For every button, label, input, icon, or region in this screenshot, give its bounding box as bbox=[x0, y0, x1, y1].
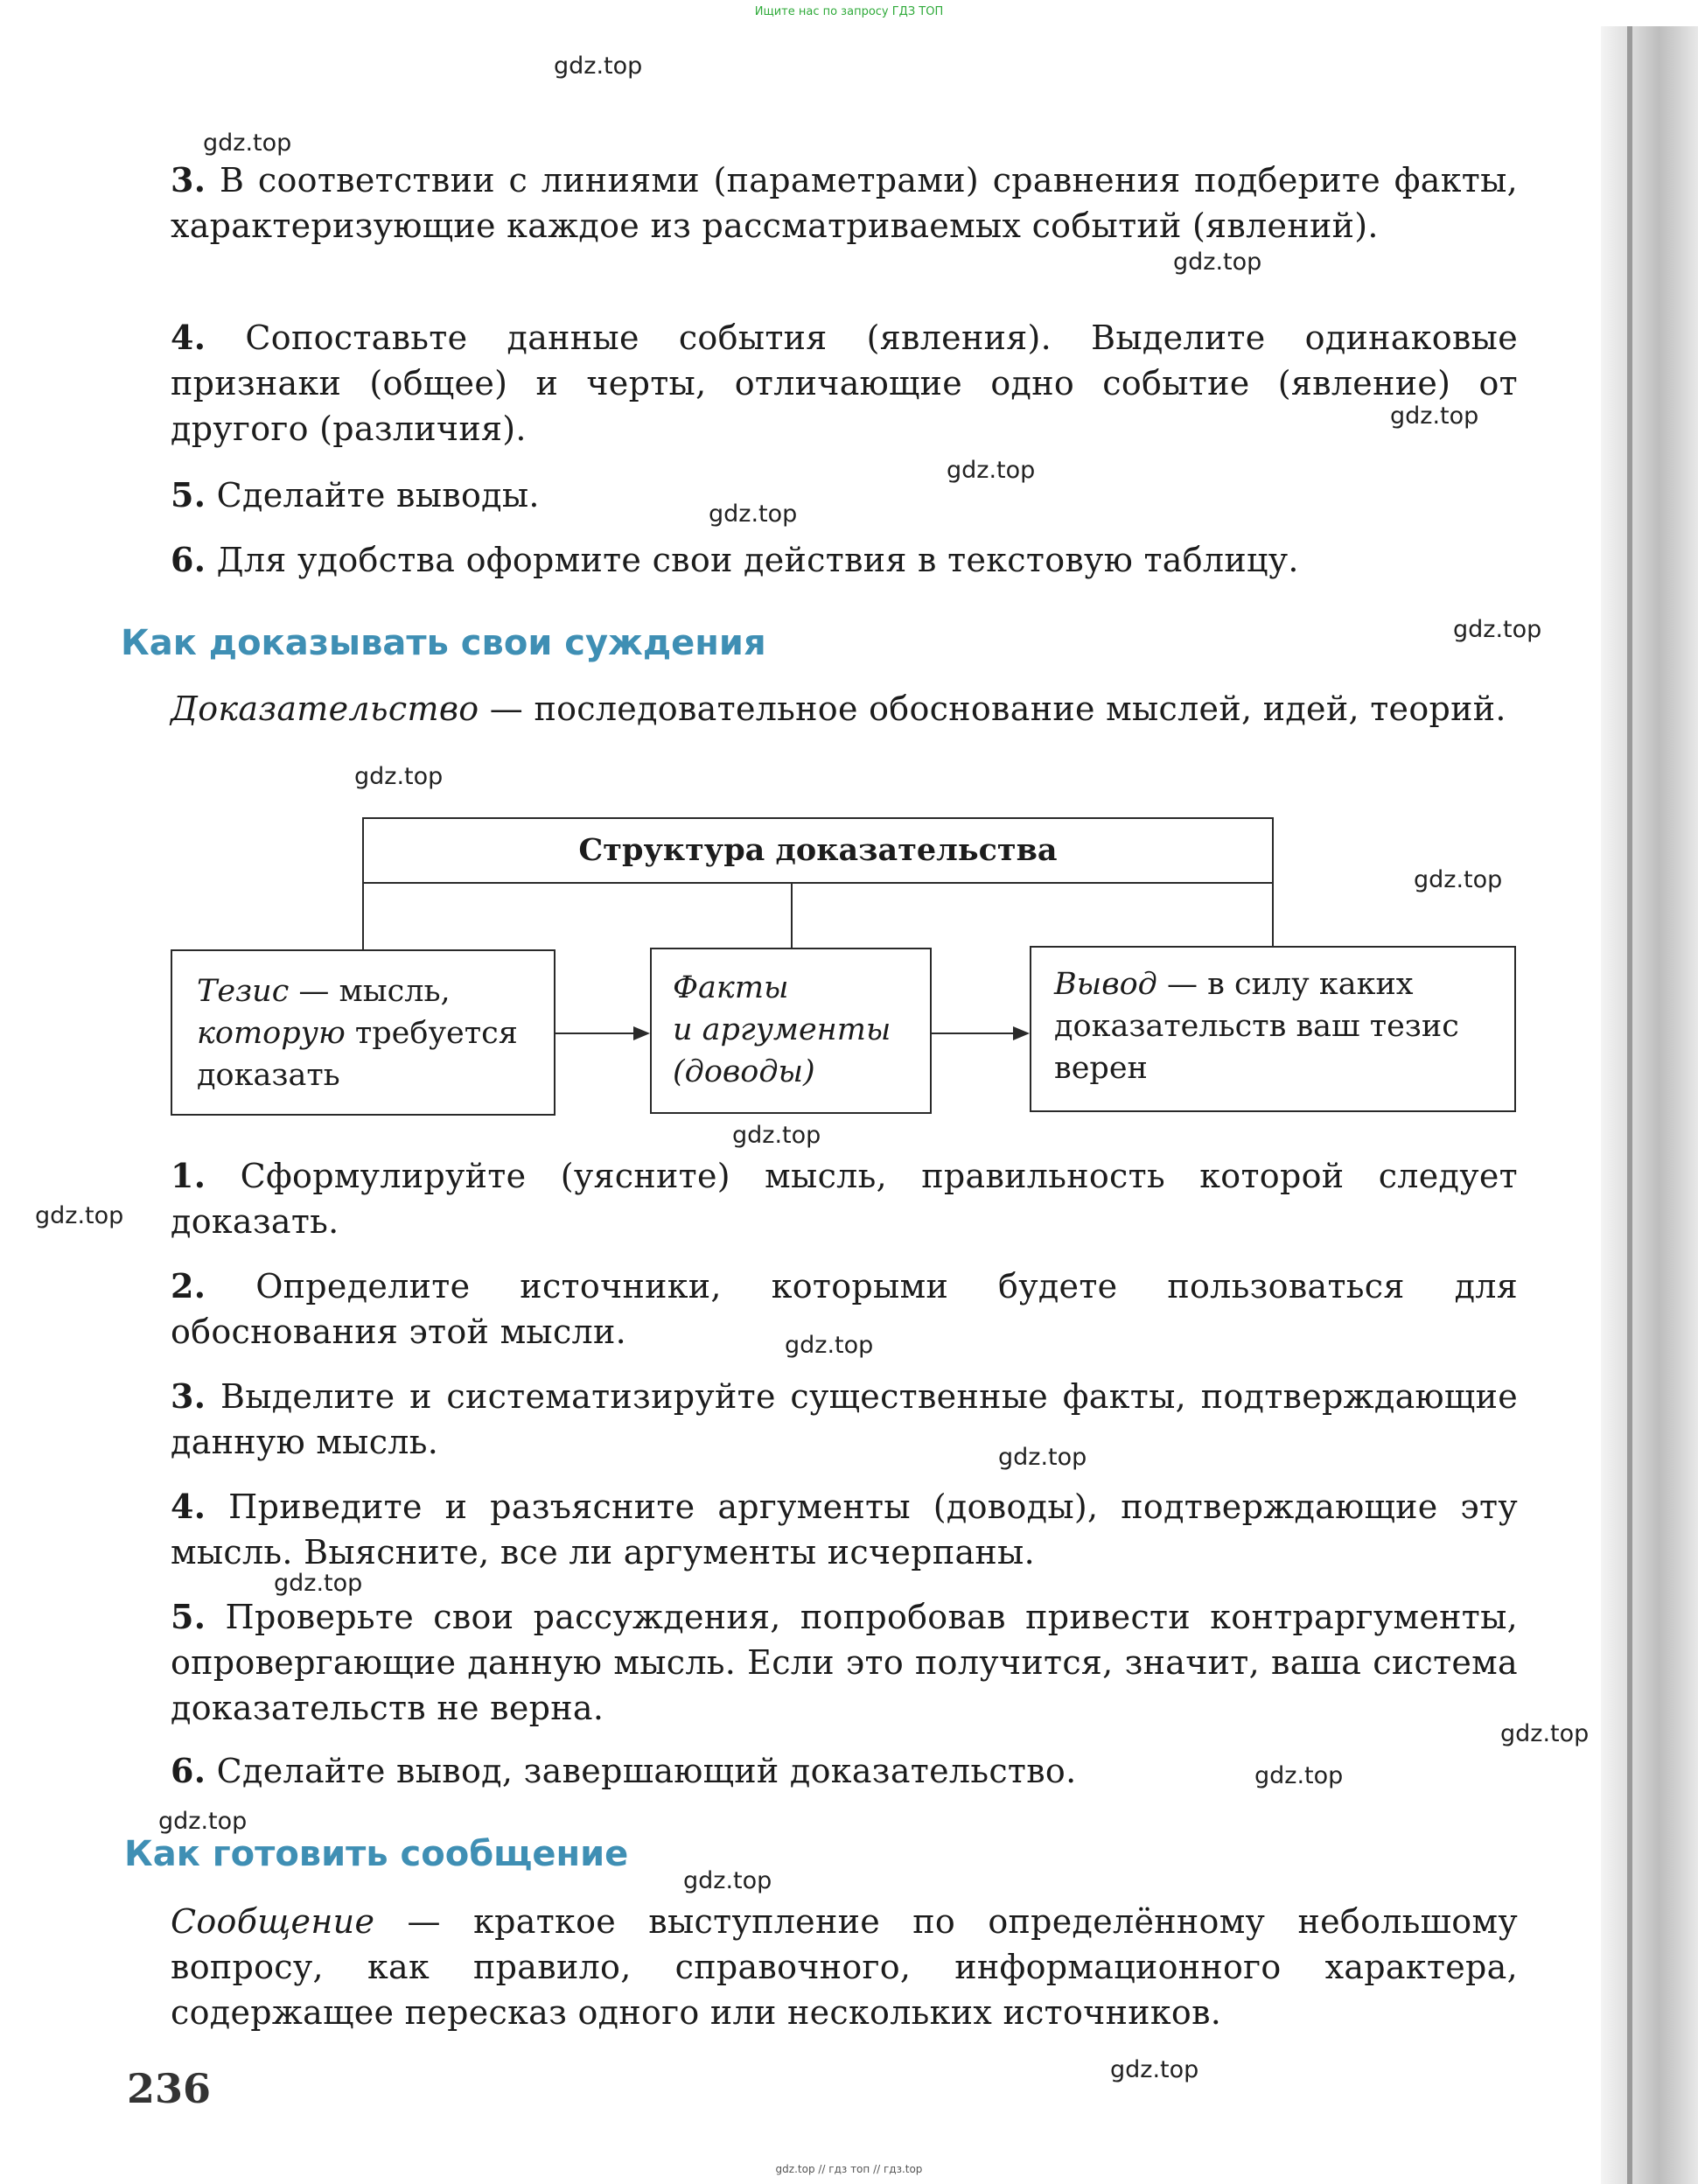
step-number: 1. bbox=[171, 1156, 206, 1195]
watermark: gdz.top bbox=[1390, 402, 1479, 430]
definition-term: Сообщение bbox=[171, 1902, 375, 1941]
watermark: gdz.top bbox=[158, 1808, 248, 1835]
top-banner: Ищите нас по запросу ГДЗ ТОП bbox=[754, 5, 944, 18]
step-text: Выделите и систематизируйте существенные факты, подтверждающие данную мысль. bbox=[171, 1377, 1518, 1461]
definition-term: Доказательство bbox=[171, 690, 479, 728]
watermark: gdz.top bbox=[35, 1202, 124, 1229]
thesis-dash: — мысль, bbox=[289, 974, 451, 1009]
thesis-box bbox=[171, 949, 556, 1116]
watermark: gdz.top bbox=[947, 457, 1036, 484]
watermark: gdz.top bbox=[203, 130, 292, 157]
watermark: gdz.top bbox=[1173, 248, 1262, 276]
watermark: gdz.top bbox=[354, 763, 444, 790]
diagram-title: Структура доказательства bbox=[439, 826, 1197, 875]
step-number: 2. bbox=[171, 1266, 206, 1306]
step-text: В соответствии с линиями (параметрами) сравнения подберите факты, характеризующие каждое из рассматриваемых событий (явлений). bbox=[171, 161, 1518, 245]
proof-step bbox=[171, 1374, 1518, 1465]
proof-step bbox=[171, 1748, 1518, 1794]
step-text: Сформулируйте (уясните) мысль, правильность которой следует доказать. bbox=[171, 1157, 1518, 1241]
conclusion-line: — в силу каких bbox=[1156, 967, 1414, 1002]
watermark: gdz.top bbox=[1110, 2056, 1199, 2083]
comparison-step bbox=[171, 472, 1518, 518]
facts-line: (доводы) bbox=[673, 1054, 815, 1089]
step-number: 3. bbox=[171, 160, 206, 200]
watermark: gdz.top bbox=[683, 1867, 772, 1894]
watermark: gdz.top bbox=[1414, 866, 1503, 893]
thesis-last: доказать bbox=[197, 1058, 340, 1093]
step-text: Для удобства оформите свои действия в текстовую таблицу. bbox=[216, 541, 1299, 579]
definition-text: — краткое выступление по определённому небольшому вопросу, как правило, справочного, информационного характера, содержащее пересказ одного или нескольких источников. bbox=[171, 1902, 1518, 2032]
conclusion-line: верен bbox=[1054, 1051, 1148, 1086]
watermark: gdz.top bbox=[1453, 616, 1542, 643]
bottom-banner: gdz.top // гдз топ // гдз.top bbox=[775, 2163, 923, 2175]
watermark: gdz.top bbox=[732, 1122, 821, 1149]
watermark: gdz.top bbox=[1254, 1762, 1344, 1789]
watermark: gdz.top bbox=[274, 1570, 363, 1597]
watermark: gdz.top bbox=[1500, 1720, 1590, 1747]
section-heading-message: Как готовить сообщение bbox=[124, 1834, 629, 1874]
watermark: gdz.top bbox=[709, 500, 798, 528]
step-text: Сделайте вывод, завершающий доказательство. bbox=[216, 1752, 1077, 1790]
conclusion-box bbox=[1030, 946, 1516, 1112]
thesis-italic: которую bbox=[197, 1016, 346, 1051]
step-text: Сделайте выводы. bbox=[216, 476, 540, 514]
watermark: gdz.top bbox=[785, 1332, 874, 1359]
section-heading-proof: Как доказывать свои суждения bbox=[121, 623, 766, 663]
comparison-step bbox=[171, 537, 1518, 583]
conclusion-term: Вывод bbox=[1054, 967, 1157, 1002]
thesis-rest: требуется bbox=[345, 1016, 518, 1051]
thesis-term: Тезис bbox=[197, 974, 290, 1009]
proof-step bbox=[171, 1153, 1518, 1244]
page-edge-line bbox=[1627, 26, 1632, 2184]
step-number: 4. bbox=[171, 318, 206, 357]
watermark: gdz.top bbox=[554, 52, 643, 80]
comparison-step bbox=[171, 315, 1518, 452]
step-number: 5. bbox=[171, 1597, 206, 1636]
proof-step bbox=[171, 1264, 1518, 1354]
comparison-step bbox=[171, 158, 1518, 248]
definition-text: — последовательное обоснование мыслей, идей, теорий. bbox=[479, 690, 1506, 728]
facts-line: и аргументы bbox=[673, 1012, 891, 1047]
facts-box bbox=[650, 948, 932, 1114]
step-number: 3. bbox=[171, 1376, 206, 1416]
page-number: 236 bbox=[127, 2065, 212, 2112]
proof-step bbox=[171, 1594, 1518, 1731]
facts-line: Факты bbox=[673, 970, 789, 1005]
step-number: 6. bbox=[171, 540, 206, 579]
step-text: Приведите и разъясните аргументы (доводы), подтверждающие эту мысль. Выясните, все ли аргументы исчерпаны. bbox=[171, 1488, 1518, 1572]
watermark: gdz.top bbox=[998, 1444, 1087, 1471]
message-definition bbox=[171, 1899, 1518, 2035]
proof-definition bbox=[171, 686, 1518, 732]
conclusion-line: доказательств ваш тезис bbox=[1054, 1009, 1459, 1044]
page-edge-shadow bbox=[1601, 26, 1698, 2184]
proof-step bbox=[171, 1484, 1518, 1575]
step-text: Определите источники, которыми будете пользоваться для обоснования этой мысли. bbox=[171, 1267, 1518, 1351]
step-number: 6. bbox=[171, 1751, 206, 1790]
step-number: 4. bbox=[171, 1487, 206, 1526]
step-text: Сопоставьте данные события (явления). Выделите одинаковые признаки (общее) и черты, отличающие одно событие (явление) от другого (различия). bbox=[171, 318, 1518, 448]
step-text: Проверьте свои рассуждения, попробовав привести контраргументы, опровергающие данную мысль. Если это получится, значит, ваша система доказательств не верна. bbox=[171, 1598, 1518, 1727]
step-number: 5. bbox=[171, 475, 206, 514]
